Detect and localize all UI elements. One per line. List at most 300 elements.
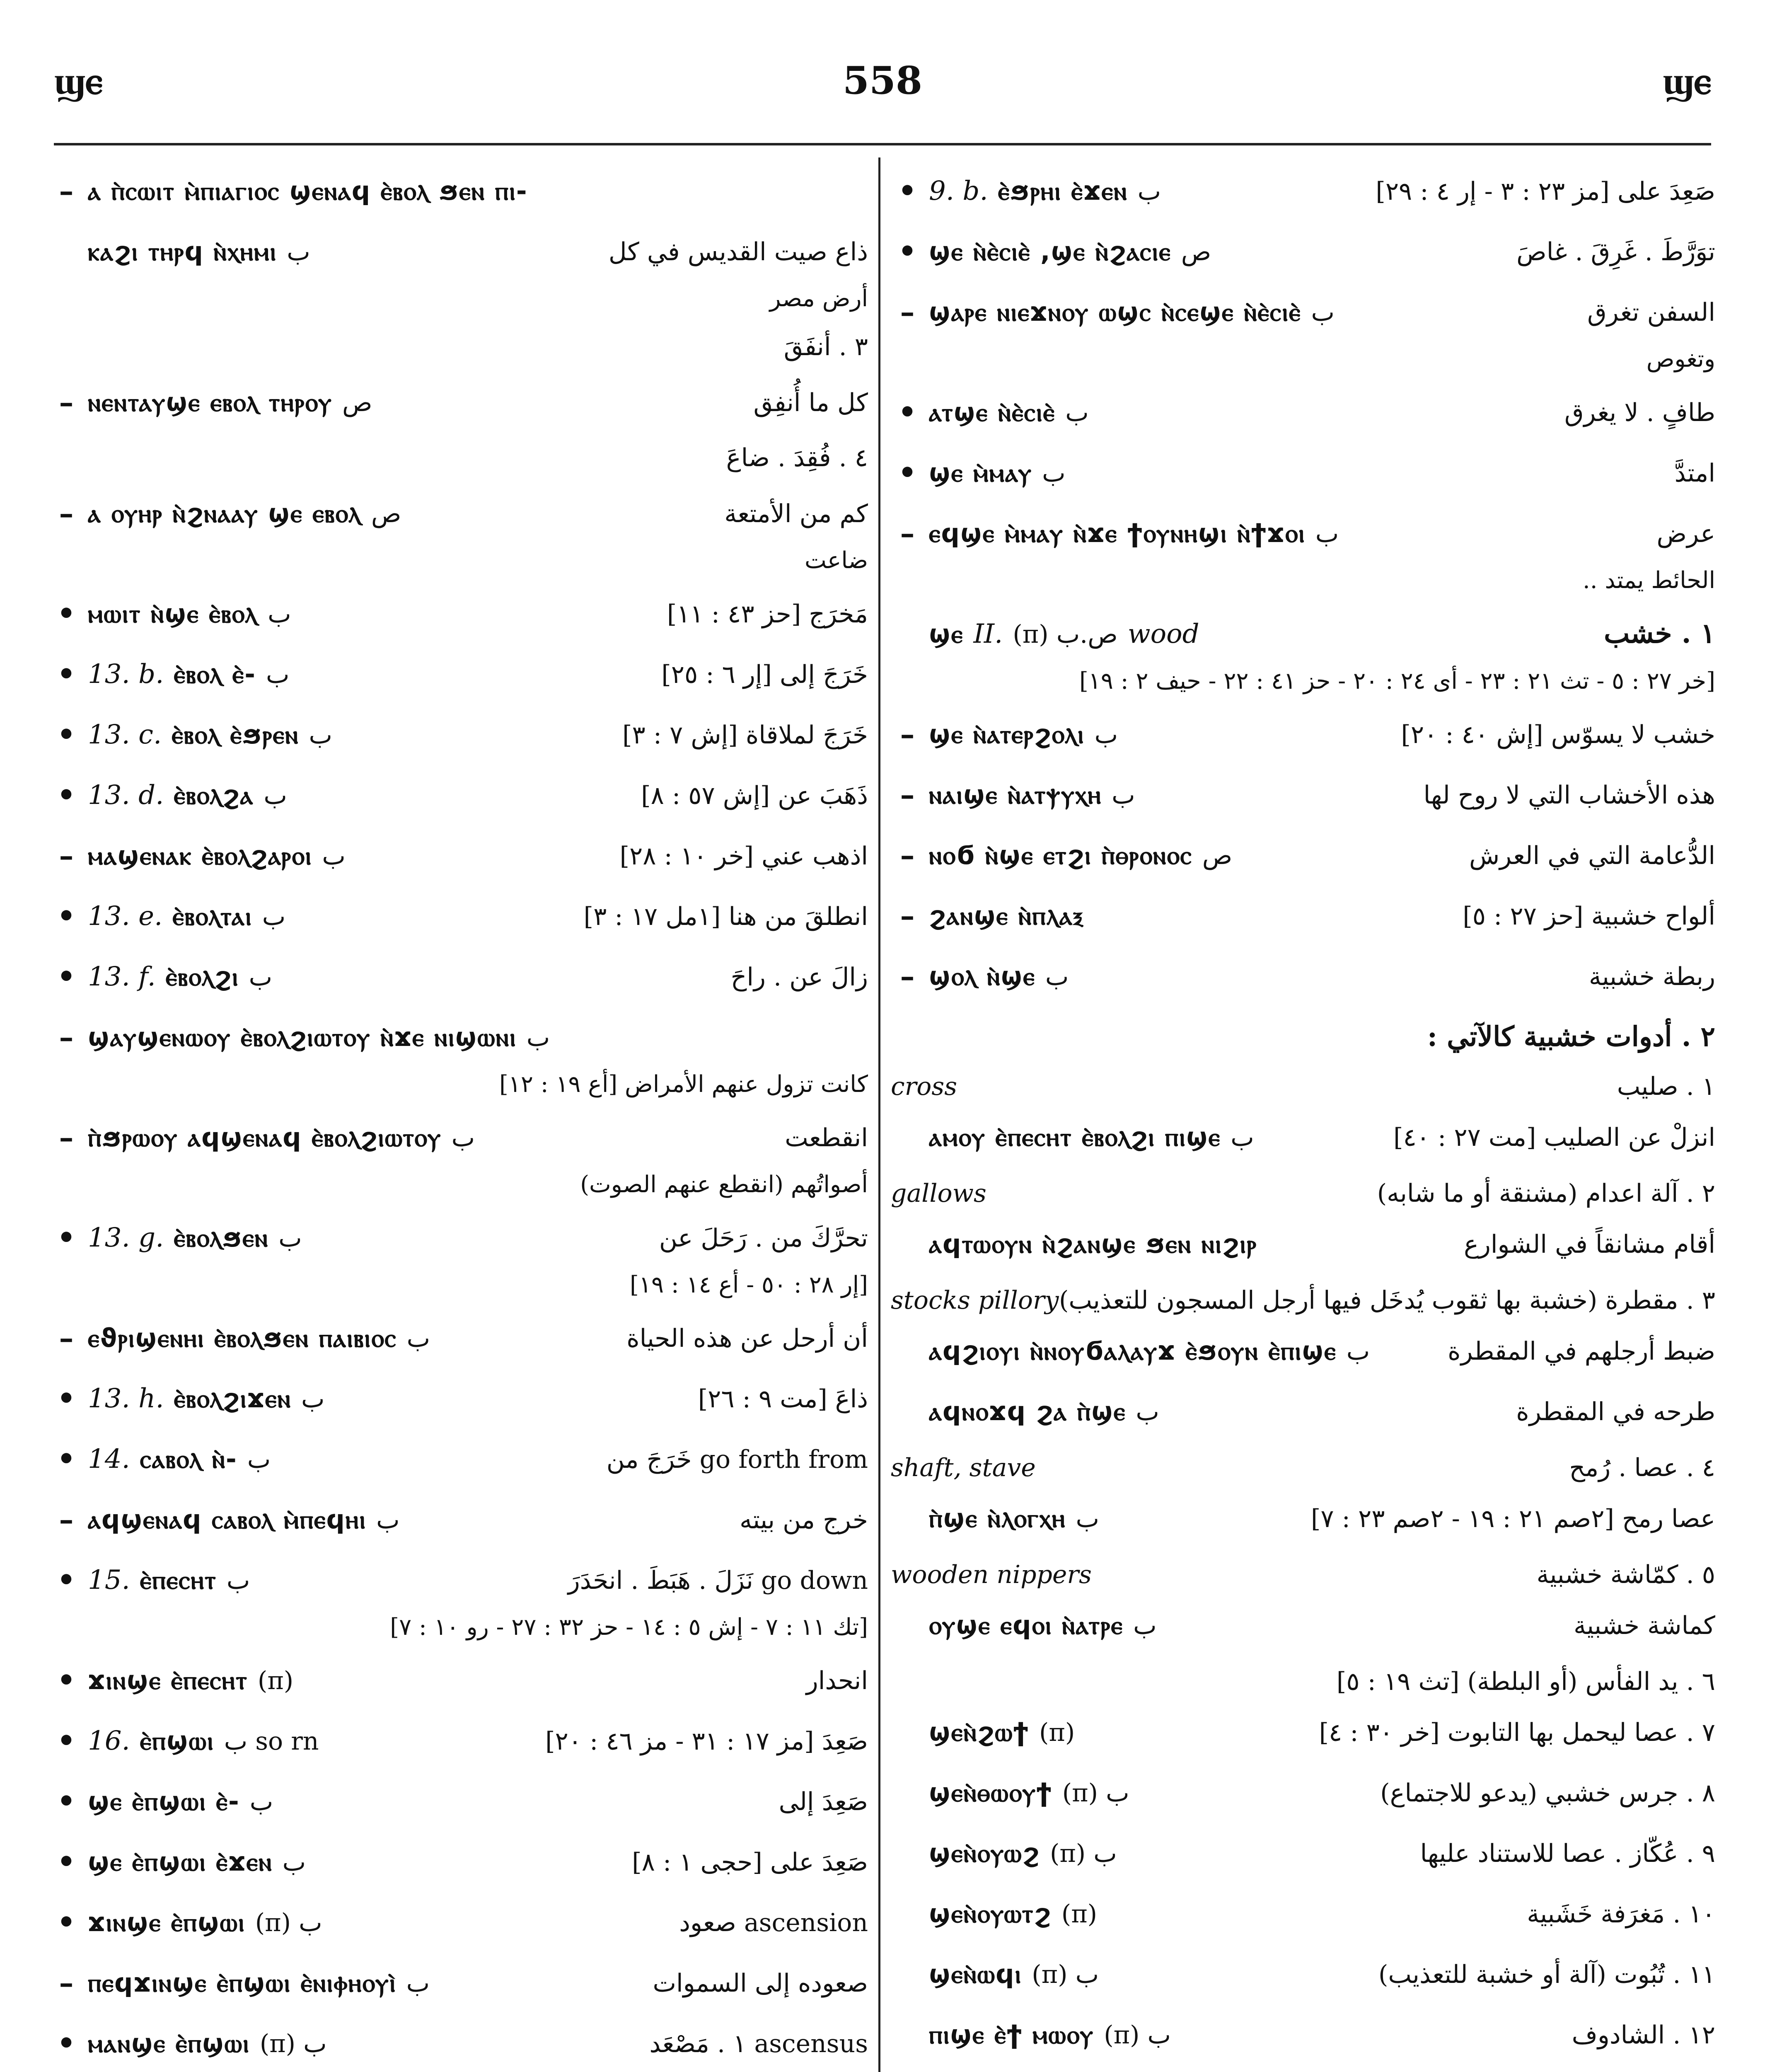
- example-line: [929, 1324, 1715, 1378]
- right-column: [891, 164, 1715, 2072]
- entry-headword-group: [929, 1886, 1097, 1941]
- coptic-headword: ⲉ̀ⲃⲟⲗϩⲓϫⲉⲛ: [174, 1383, 292, 1414]
- dialect-tag: ب: [266, 660, 290, 689]
- sense-number: 13. h.: [88, 1383, 164, 1414]
- arabic-gloss: مَخرَج [حز ٤٣ : ١١]: [667, 600, 868, 629]
- arabic-gloss: خَرَجَ إلى [إر ٦ : ٢٥]: [661, 660, 868, 689]
- coptic-example: ⲟⲩϣⲉ ⲉϥⲟⲓ ⲛ̀ⲁⲧⲣⲉ: [929, 1610, 1124, 1640]
- arabic-gloss: خَرَجَ لملاقاة [إش ٧ : ٣]: [622, 721, 868, 750]
- dialect-tag: ص: [1202, 841, 1233, 870]
- entry-headword-group: [88, 828, 346, 883]
- example-entry: [891, 1110, 1715, 1164]
- entry-marker: –: [59, 1020, 74, 1054]
- coptic-headword: ⲉ̀ⲃⲟⲗϧⲉⲛ: [174, 1222, 269, 1253]
- dictionary-entry: [891, 285, 1715, 379]
- arabic-gloss: زالَ عن . راحَ: [730, 963, 868, 992]
- subsense-heading: [891, 1170, 1715, 1217]
- entry-line: [88, 164, 868, 218]
- arabic-gloss: خشب لا يسوّس [إش ٤٠ : ٢٠]: [1401, 720, 1715, 749]
- dialect-tag: ب: [1065, 398, 1089, 427]
- entry-line: [88, 647, 868, 702]
- entry-line: [88, 1774, 868, 1829]
- subsense-heading: [891, 1658, 1715, 1705]
- entry-line: [88, 1371, 868, 1426]
- entry-marker: •: [57, 1844, 76, 1879]
- coptic-headword: ⲉ̀ⲃⲟⲗ ⲉ̀-: [174, 659, 256, 689]
- entry-headword-group: [88, 1432, 271, 1486]
- arabic-gloss: ضبط أرجلهم في المقطرة: [1448, 1337, 1715, 1366]
- subsense-arabic: ٣ . مقطرة (خشبة بها ثقوب يُدخَل فيها أرجل المسجون للتعذيب): [1059, 1286, 1715, 1315]
- arabic-gloss: انزلْ عن الصليب [مت ٢٧ : ٤٠]: [1393, 1123, 1715, 1152]
- dictionary-entry: [50, 164, 868, 218]
- dictionary-entry: [891, 385, 1715, 440]
- entry-marker: •: [57, 596, 76, 631]
- entry-line: [88, 224, 868, 279]
- dictionary-entry: [50, 1492, 868, 1547]
- arabic-gloss: ذاع صيت القديس في كل: [608, 237, 868, 266]
- coptic-headword: ⲡⲓϣⲉ ⲉ̀ϯ ⲙⲱⲟⲩ: [929, 2019, 1094, 2050]
- subsense-english: shaft, stave: [891, 1453, 1036, 1482]
- dictionary-entry: [50, 889, 868, 944]
- entry-line: [929, 767, 1715, 822]
- arabic-gloss: أن أرحل عن هذه الحياة: [626, 1324, 868, 1353]
- dialect-tag: (π): [1039, 1718, 1075, 1747]
- arabic-gloss: ascension صعود: [679, 1908, 868, 1937]
- sense-number: 13. b.: [88, 659, 164, 690]
- entry-marker: •: [57, 1784, 76, 1818]
- dialect-tag: ب: [451, 1123, 475, 1152]
- coptic-headword: ⲁ ⲟⲩⲏⲣ ⲛ̀ϩⲛⲁⲁⲩ ϣⲉ ⲉⲃⲟⲗ: [88, 498, 361, 528]
- entry-headword-group: [88, 1010, 550, 1065]
- dialect-tag: ب: [1112, 781, 1135, 810]
- coptic-headword: ⲉ̀ⲃⲟⲗϩⲓ: [165, 961, 239, 992]
- entry-line: [929, 164, 1715, 218]
- sense-number: 13. g.: [88, 1222, 164, 1253]
- entry-line: [929, 888, 1715, 943]
- coptic-example: ⲡ̀ϣⲉ ⲛ̀ⲗⲟⲅⲭⲏ: [929, 1503, 1066, 1533]
- entry-marker: –: [900, 898, 915, 933]
- entry-line: [88, 889, 868, 944]
- coptic-headword: ⲉ̀ⲡⲉⲥⲏⲧ: [140, 1565, 217, 1595]
- lemma-headword-group: [929, 607, 1199, 661]
- entry-headword-group: [88, 1210, 302, 1265]
- coptic-headword: ⲉ̀ⲃⲟⲗ ⲉ̀ϧⲣⲉⲛ: [172, 719, 299, 750]
- arabic-gloss: خرج من بيته: [740, 1506, 868, 1535]
- dictionary-entry: [50, 1653, 868, 1708]
- entry-line: [929, 828, 1715, 883]
- coptic-headword: ϣⲉⲛ̀ϩⲱϯ: [929, 1717, 1029, 1747]
- dictionary-entry: [50, 1110, 868, 1205]
- dialect-tag: ب: [1094, 720, 1118, 749]
- entry-marker: –: [900, 516, 915, 550]
- dialect-tag: (π) ب: [1104, 2021, 1171, 2050]
- entry-line: [88, 949, 868, 1004]
- arabic-gloss: ٣ . أنفَقَ: [783, 332, 868, 361]
- sense-number: 13. f.: [88, 961, 156, 992]
- entry-line: [88, 1553, 868, 1607]
- dialect-tag: ب: [526, 1023, 550, 1052]
- coptic-headword: ⲙⲱⲓⲧ ⲛ̀ϣⲉ ⲉ̀ⲃⲟⲗ: [88, 598, 258, 629]
- dialect-tag: (π) ب: [1062, 1779, 1129, 1808]
- subsense-arabic: ٦ . يد الفأس (أو البلطة) [تث ١٩ : ٥]: [1336, 1667, 1715, 1696]
- coptic-headword: ϣⲉ ⲛ̀ⲁⲧⲉⲣϩⲟⲗⲓ: [929, 719, 1085, 749]
- entry-headword-group: [88, 1371, 325, 1426]
- dictionary-entry: [50, 1774, 868, 1829]
- entry-line: [88, 1210, 868, 1265]
- coptic-headword: ⲛⲁⲓϣⲉ ⲛ̀ⲁⲧⲯⲩⲭⲏ: [929, 779, 1102, 810]
- entry-headword-group: [929, 385, 1089, 440]
- dialect-tag: ص: [371, 499, 401, 528]
- arabic-gloss-continued: [تك ١١ : ٧ - إش ٥ : ١٤ - حز ٣٢ : ٢٧ - رو ١٠ : ٧]: [390, 1614, 868, 1641]
- header-guide-word-left: ϣⲉ: [54, 58, 103, 103]
- entry-headword-group: [929, 1765, 1129, 1820]
- coptic-headword: ⲛⲟϭ ⲛ̀ϣⲉ ⲉⲧϩⲓ ⲡ̀ⲑⲣⲟⲛⲟⲥ: [929, 840, 1192, 870]
- subsense-heading: [891, 1277, 1715, 1324]
- entry-line: [88, 1110, 868, 1165]
- coptic-headword: ⲡⲉϥϫⲓⲛϣⲉ ⲉ̀ⲡϣⲱⲓ ⲉ̀ⲛⲓⲫⲏⲟⲩⲓ̀: [88, 1968, 397, 1998]
- dictionary-entry: [891, 828, 1715, 883]
- entry-line: [88, 1432, 868, 1486]
- example-coptic-group: [929, 1217, 1257, 1271]
- coptic-headword: ϣⲉⲛ̀ⲑⲱⲟⲩϯ: [929, 1777, 1052, 1808]
- arabic-gloss: أقام مشانقاً في الشوارع: [1464, 1230, 1715, 1259]
- arabic-gloss: السفن تغرق: [1587, 298, 1715, 327]
- entry-line: [929, 2007, 1715, 2062]
- dictionary-entry: [50, 486, 868, 581]
- coptic-headword: ⲉ̀ⲡϣⲱⲓ: [140, 1726, 214, 1756]
- entry-marker: –: [900, 777, 915, 812]
- entry-headword-group: [88, 1774, 273, 1829]
- entry-line: [88, 828, 868, 883]
- entry-line: [88, 1492, 868, 1547]
- coptic-headword: ⲁⲧϣⲉ ⲛ̀ⲉ̀ⲥⲓⲉ̀: [929, 397, 1056, 427]
- entry-headword-group: [88, 647, 289, 702]
- entry-headword-group: [88, 1653, 293, 1708]
- subsense-english: cross: [891, 1072, 957, 1101]
- dialect-tag: ب: [1076, 1504, 1099, 1533]
- entry-headword-group: [88, 1110, 475, 1165]
- coptic-headword: ϣⲉⲛ̀ⲱϥⲓ: [929, 1959, 1022, 1989]
- entry-headword-group: [929, 506, 1339, 561]
- compound-entry: [891, 2007, 1715, 2062]
- arabic-gloss: ١١ . تُبُوت (آلة أو خشبة للتعذيب): [1378, 1960, 1715, 1989]
- arabic-gloss: طرحه في المقطرة: [1516, 1397, 1715, 1426]
- coptic-headword: ⲁϥϣⲉⲛⲁϥ ⲥⲁⲃⲟⲗ ⲙ̀ⲡⲉϥⲏⲓ: [88, 1504, 367, 1535]
- coptic-headword: ϣⲁⲣⲉ ⲛⲓⲉϫⲛⲟⲩ ⲱϣⲥ ⲛ̀ⲥⲉϣⲉ ⲛ̀ⲉ̀ⲥⲓⲉ̀: [929, 297, 1301, 327]
- dialect-tag: (π): [257, 1666, 294, 1695]
- coptic-headword: ⲕⲁϩⲓ ⲧⲏⲣϥ ⲛ̀ⲭⲏⲙⲓ: [88, 236, 277, 266]
- arabic-gloss: go forth from خَرَجَ من: [606, 1445, 868, 1474]
- entry-headword-group: [929, 828, 1232, 883]
- entry-marker: –: [59, 1502, 74, 1537]
- entry-headword-group: [88, 1311, 430, 1365]
- example-line: [929, 1491, 1715, 1546]
- entry-line: [929, 445, 1715, 500]
- coptic-headword: ⲛⲉⲛⲧⲁⲩϣⲉ ⲉⲃⲟⲗ ⲧⲏⲣⲟⲩ: [88, 387, 332, 417]
- subsense-english: gallows: [891, 1179, 986, 1208]
- arabic-gloss: ascensus ١ . مَصْعَد: [649, 2029, 868, 2058]
- subsense-arabic: ١ . صليب: [1617, 1072, 1715, 1101]
- coptic-example: ⲁϥⲧⲱⲟⲩⲛ ⲛ̀ϩⲁⲛϣⲉ ϧⲉⲛ ⲛⲓϩⲓⲣ: [929, 1229, 1257, 1259]
- entry-marker: –: [59, 174, 74, 208]
- page-header: [0, 0, 1765, 137]
- dictionary-entry: [891, 767, 1715, 822]
- example-line: [929, 1598, 1715, 1653]
- dialect-tag: (π) ب: [1032, 1960, 1099, 1989]
- dialect-tag: ب: [1042, 459, 1066, 488]
- dictionary-entry: [50, 1895, 868, 1950]
- arabic-gloss: ألواح خشبية [حز ٢٧ : ٥]: [1463, 902, 1715, 931]
- dialect-tag: ب: [1045, 962, 1069, 991]
- dialect-tag: ب: [406, 1324, 430, 1353]
- subsense-heading: [891, 1552, 1715, 1598]
- arabic-gloss-continued: ضاعت: [804, 547, 868, 574]
- dialect-tag: ب: [1346, 1337, 1370, 1366]
- example-coptic-group: [929, 1110, 1254, 1164]
- header-guide-word-right: ϣⲉ: [1662, 58, 1711, 103]
- arabic-gloss: ٤ . فُقِدَ . ضاعَ: [726, 443, 868, 472]
- entry-line: [929, 506, 1715, 561]
- example-coptic-group: [929, 1324, 1370, 1378]
- dictionary-entry: [891, 707, 1715, 762]
- example-coptic-group: [929, 1491, 1099, 1546]
- entry-marker: –: [59, 1321, 74, 1355]
- coptic-headword: ⲥⲁⲃⲟⲗ ⲛ̀-: [140, 1444, 237, 1474]
- entry-marker: –: [59, 1120, 74, 1155]
- dictionary-entry: [891, 949, 1715, 1004]
- compound-entry: [891, 1886, 1715, 1941]
- entry-marker: •: [57, 2026, 76, 2060]
- compound-entry: [891, 1947, 1715, 2002]
- sense-number: 14.: [88, 1444, 130, 1474]
- entry-marker: –: [59, 496, 74, 530]
- entry-line: [88, 586, 868, 641]
- arabic-gloss-continued: [إر ٢٨ : ٥٠ - أع ١٤ : ١٩]: [630, 1271, 868, 1298]
- entry-headword-group: [88, 889, 285, 944]
- dialect-tag: (π): [1061, 1900, 1098, 1929]
- coptic-headword: ϣⲟⲗ ⲛ̀ϣⲉ: [929, 961, 1035, 991]
- coptic-headword: ϣⲉ ⲙ̀ⲙⲁⲩ: [929, 457, 1032, 488]
- entry-line: [929, 385, 1715, 440]
- dictionary-entry: [891, 888, 1715, 943]
- entry-headword-group: [88, 1835, 306, 1889]
- arabic-gloss: انقطعت: [785, 1123, 868, 1152]
- dialect-tag: ب: [1311, 298, 1335, 327]
- sense-number: 13. d.: [88, 780, 164, 811]
- arabic-gloss: ذَهَبَ عن [إش ٥٧ : ٨]: [641, 781, 868, 810]
- arabic-gloss: انطلقَ من هنا [١مل ١٧ : ٣]: [583, 902, 868, 931]
- sense-number: 13. e.: [88, 901, 163, 932]
- subsense-arabic: ٢ . آلة اعدام (مشنقة أو ما شابه): [1377, 1179, 1715, 1208]
- arabic-gloss-continued: كانت تزول عنهم الأمراض [أع ١٩ : ١٢]: [499, 1071, 868, 1098]
- entry-marker: •: [57, 657, 76, 691]
- dialect-tag: (π) ب: [255, 1908, 322, 1937]
- entry-marker: •: [57, 1442, 76, 1476]
- dictionary-entry: [50, 2016, 868, 2072]
- part-of-speech: (π) ص.ب: [1013, 620, 1118, 649]
- dialect-tag: ب so rn: [224, 1727, 319, 1756]
- english-gloss: wood: [1127, 619, 1199, 649]
- dictionary-entry: [50, 1835, 868, 1889]
- entry-line: [88, 1653, 868, 1708]
- dictionary-entry: [50, 436, 868, 480]
- entry-headword-group: [929, 445, 1066, 500]
- entry-marker: –: [59, 838, 74, 873]
- example-coptic-group: [929, 1384, 1159, 1439]
- entry-line: [929, 224, 1715, 279]
- dialect-tag: ب: [309, 721, 332, 750]
- entry-marker: •: [57, 899, 76, 933]
- entry-headword-group: [929, 707, 1118, 762]
- entry-marker: •: [57, 1220, 76, 1255]
- coptic-headword: ⲉϥϣⲉ ⲙ̀ⲙⲁⲩ ⲛ̀ϫⲉ ϯⲟⲩⲛⲏϣⲓ ⲛ̀ϯϫⲟⲓ: [929, 518, 1306, 548]
- arabic-gloss: امتدَّ: [1674, 459, 1715, 488]
- example-entry: [891, 1324, 1715, 1378]
- coptic-example: ⲁϥⲛⲟϫϥ ϩⲁ ⲡ̀ϣⲉ: [929, 1396, 1126, 1426]
- arabic-gloss: كماشة خشبية: [1573, 1611, 1715, 1640]
- entry-headword-group: [88, 707, 332, 762]
- subsense-arabic: ٤ . عصا . رُمح: [1569, 1453, 1715, 1482]
- arabic-gloss-continued: أصواتُهم (انقطع عنهم الصوت): [580, 1171, 868, 1198]
- entry-headword-group: [88, 224, 310, 279]
- coptic-headword: ⲉ̀ϧⲣⲏⲓ ⲉ̀ϫⲉⲛ: [998, 176, 1128, 206]
- coptic-example: ⲁϥϩⲓⲟⲩⲓ ⲛ̀ⲛⲟⲩϭⲁⲗⲁⲩϫ ⲉ̀ϧⲟⲩⲛ ⲉ̀ⲡⲓϣⲉ: [929, 1336, 1337, 1366]
- sense-number: 9. b.: [929, 176, 988, 206]
- dialect-tag: ب: [287, 237, 310, 266]
- entry-headword-group: [929, 2007, 1171, 2062]
- dialect-tag: (π) ب: [259, 2029, 327, 2058]
- dictionary-entry: [50, 324, 868, 369]
- dictionary-entry: [50, 375, 868, 430]
- coptic-headword: ϣⲉ ⲛ̀ⲉ̀ⲥⲓⲉ̀ ,ϣⲉ ⲛ̀ϩⲁⲥⲓⲉ: [929, 236, 1171, 266]
- entry-line: [88, 2016, 868, 2071]
- arabic-gloss: هذه الأخشاب التي لا روح لها: [1423, 781, 1715, 810]
- arabic-gloss: صَعِدَ إلى: [779, 1787, 868, 1816]
- entry-marker: •: [898, 234, 917, 269]
- coptic-headword: ϣⲉ ⲉ̀ⲡϣⲱⲓ ⲉ̀-: [88, 1786, 240, 1816]
- dialect-tag: ص: [1181, 237, 1211, 266]
- page-number: 558: [842, 58, 923, 103]
- dictionary-entry: [50, 1553, 868, 1647]
- compound-entry: [891, 1765, 1715, 1820]
- compound-entry: [891, 1705, 1715, 1760]
- entry-marker: –: [900, 838, 915, 872]
- example-line: [929, 1384, 1715, 1439]
- dictionary-entry: [50, 586, 868, 641]
- dictionary-entry: [891, 224, 1715, 279]
- coptic-example: ⲁⲙⲟⲩ ⲉ̀ⲡⲉⲥⲏⲧ ⲉ̀ⲃⲟⲗϩⲓ ⲡⲓϣⲉ: [929, 1122, 1221, 1152]
- entry-headword-group: [88, 586, 291, 641]
- arabic-gloss: الدُّعامة التي في العرش: [1469, 841, 1715, 870]
- lemma-superscript: II.: [973, 619, 1003, 649]
- subsense-arabic: ٥ . كمّاشة خشبية: [1536, 1560, 1715, 1589]
- coptic-headword: ⲡ̀ϧⲣⲱⲟⲩ ⲁϥϣⲉⲛⲁϥ ⲉ̀ⲃⲟⲗϩⲓⲱⲧⲟⲩ: [88, 1122, 442, 1152]
- arabic-gloss: توَرَّطَ . غَرِقَ . غاصَ: [1516, 237, 1715, 266]
- entry-line: [88, 436, 868, 480]
- entry-headword-group: [88, 949, 272, 1004]
- dictionary-entry: [50, 224, 868, 319]
- entry-headword-group: [929, 949, 1069, 1004]
- entry-marker: •: [57, 1381, 76, 1416]
- section-heading: ٢ . أدوات خشبية كالآتي :: [1427, 1020, 1715, 1053]
- example-line: [929, 1110, 1715, 1164]
- dialect-tag: ب: [268, 600, 291, 629]
- entry-line: [929, 285, 1715, 339]
- dialect-tag: ب: [1231, 1123, 1254, 1152]
- coptic-headword: ϫⲓⲛϣⲉ ⲉ̀ⲡϣⲱⲓ: [88, 1907, 245, 1937]
- entry-line: [88, 1835, 868, 1889]
- entry-headword-group: [88, 2016, 327, 2071]
- arabic-gloss: صعوده إلى السموات: [653, 1969, 868, 1998]
- dialect-tag: ب: [376, 1506, 400, 1535]
- dialect-tag: ب: [262, 902, 286, 931]
- dialect-tag: ب: [247, 1445, 271, 1474]
- arabic-gloss: ٧ . عصا ليحمل بها التابوت [خر ٣٠ : ٤]: [1319, 1718, 1715, 1747]
- entry-line: [88, 1010, 868, 1065]
- arabic-gloss: كل ما أُنفِق: [753, 388, 868, 417]
- entry-line: [88, 375, 868, 430]
- entry-line: [88, 1956, 868, 2010]
- entry-line: [929, 1765, 1715, 1820]
- sense-number: 13. c.: [88, 719, 162, 750]
- dialect-tag: ص: [342, 388, 372, 417]
- dictionary-entry: [50, 1210, 868, 1305]
- coptic-headword: ⲉ̀ⲃⲟⲗϩⲁ: [174, 780, 254, 810]
- lemma-headword: ϣⲉ: [929, 619, 964, 649]
- entry-line: [88, 707, 868, 762]
- arabic-gloss: ١ . خشب: [1604, 617, 1715, 649]
- arabic-gloss-continued: وتغوص: [1646, 346, 1715, 373]
- coptic-headword: ⲉϑⲣⲓϣⲉⲛⲏⲓ ⲉ̀ⲃⲟⲗϧⲉⲛ ⲡⲁⲓⲃⲓⲟⲥ: [88, 1323, 397, 1353]
- dictionary-entry: [891, 164, 1715, 218]
- entry-line: [88, 324, 868, 369]
- dialect-tag: ب: [249, 1787, 273, 1816]
- entry-headword-group: [929, 1705, 1075, 1760]
- coptic-headword: ϣⲉⲛ̀ⲟⲩⲱⲧϩ: [929, 1898, 1052, 1929]
- entry-line: [929, 949, 1715, 1004]
- coptic-headword: ϣⲁⲩϣⲉⲛⲱⲟⲩ ⲉ̀ⲃⲟⲗϩⲓⲱⲧⲟⲩ ⲛ̀ϫⲉ ⲛⲓϣⲱⲛⲓ: [88, 1022, 517, 1052]
- entry-marker: •: [57, 1563, 76, 1597]
- dictionary-entry: [891, 445, 1715, 500]
- entry-headword-group: [929, 285, 1335, 339]
- coptic-headword: ϩⲁⲛϣⲉ ⲛ̀ⲡⲗⲁⲝ: [929, 900, 1084, 931]
- dialect-tag: ب: [406, 1969, 430, 1998]
- arabic-gloss: عرض: [1656, 519, 1715, 548]
- arabic-gloss: صَعِدَ على [مز ٢٣ : ٣ - إر ٤ : ٢٩]: [1376, 177, 1715, 206]
- arabic-gloss: عصا رمح [٢صم ٢١ : ١٩ - ٢صم ٢٣ : ٧]: [1310, 1504, 1715, 1533]
- entry-marker: –: [900, 959, 915, 993]
- entry-line: [929, 1886, 1715, 1941]
- entry-headword-group: [929, 888, 1083, 943]
- sense-number: 15.: [88, 1565, 130, 1595]
- coptic-headword: ϣⲉ ⲉ̀ⲡϣⲱⲓ ⲉ̀ϫⲉⲛ: [88, 1847, 273, 1877]
- lemma-header: [891, 606, 1715, 701]
- entry-headword-group: [88, 768, 287, 823]
- entry-line: [929, 707, 1715, 762]
- entry-headword-group: [929, 224, 1211, 279]
- arabic-gloss: انحدار: [806, 1666, 868, 1695]
- example-entry: [891, 1217, 1715, 1271]
- entry-headword-group: [929, 767, 1135, 822]
- entry-headword-group: [88, 1956, 430, 2010]
- entry-marker: •: [898, 395, 917, 429]
- entry-headword-group: [88, 486, 401, 541]
- dictionary-entry: [50, 828, 868, 883]
- entry-marker: •: [57, 1723, 76, 1758]
- dictionary-entry: [50, 707, 868, 762]
- entry-line: [88, 1714, 868, 1768]
- arabic-gloss-continued: الحائط يمتد ..: [1582, 567, 1715, 594]
